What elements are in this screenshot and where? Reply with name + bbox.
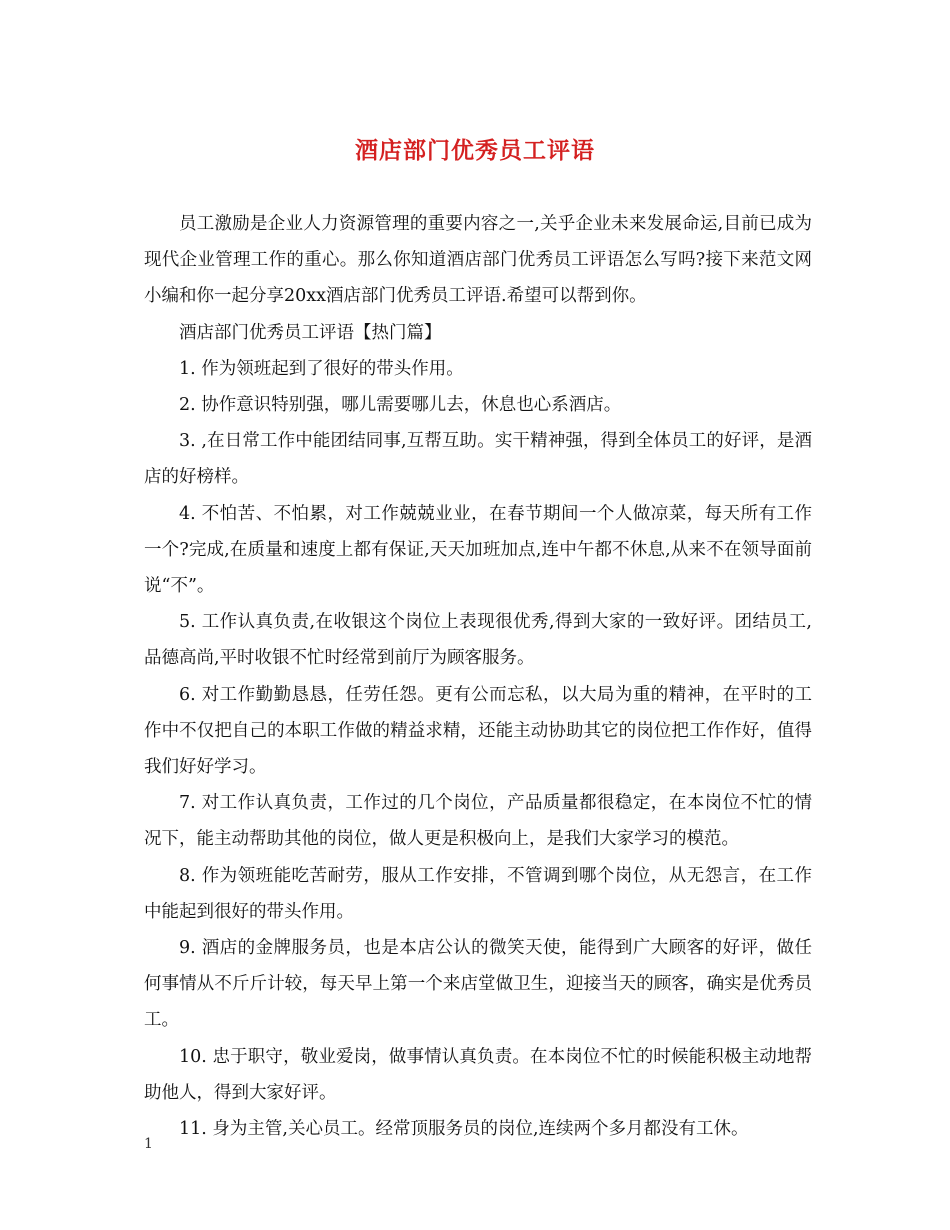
comment-item-9: 9. 酒店的金牌服务员，也是本店公认的微笑天使，能得到广大顾客的好评，做任何事情从不斤斤计较，每天早上第一个来店堂做卫生，迎接当天的顾客，确实是优秀员工。 [144,938,812,1031]
comment-item-4: 4. 不怕苦、不怕累，对工作兢兢业业，在春节期间一个人做凉菜，每天所有工作一个?完成,在质量和速度上都有保证,天天加班加点,连中午都不休息,从来不在领导面前说“不”。 [144,503,812,597]
comment-item-1: 1. 作为领班起到了很好的带头作用。 [179,358,464,379]
section-heading: 酒店部门优秀员工评语【热门篇】 [179,322,442,343]
comment-item-7: 7. 对工作认真负责，工作过的几个岗位，产品质量都很稳定，在本岗位不忙的情况下，能主动帮助其他的岗位，做人更是积极向上，是我们大家学习的模范。 [144,793,812,850]
comment-item-2: 2. 协作意识特别强，哪儿需要哪儿去，休息也心系酒店。 [179,395,622,416]
document-title: 酒店部门优秀员工评语 [355,137,595,164]
comment-item-5: 5. 工作认真负责,在收银这个岗位上表现很优秀,得到大家的一致好评。团结员工,品德高尚,平时收银不忙时经常到前厅为顾客服务。 [144,612,812,669]
comment-item-11: 11. 身为主管,关心员工。经常顶服务员的岗位,连续两个多月都没有工休。 [179,1119,749,1140]
comment-item-3: 3. ,在日常工作中能团结同事,互帮互助。实干精神强，得到全体员工的好评，是酒店的好榜样。 [144,431,812,488]
comment-item-10: 10. 忠于职守，敬业爱岗，做事情认真负责。在本岗位不忙的时候能积极主动地帮助他人，得到大家好评。 [144,1046,812,1103]
comment-item-6: 6. 对工作勤勤恳恳，任劳任怨。更有公而忘私，以大局为重的精神，在平时的工作中不仅把自己的本职工作做的精益求精，还能主动协助其它的岗位把工作作好，值得我们好好学习。 [144,684,812,778]
intro-paragraph: 员工激励是企业人力资源管理的重要内容之一,关乎企业未来发展命运,目前已成为现代企业管理工作的重心。那么你知道酒店部门优秀员工评语怎么写吗?接下来范文网小编和你一起分享20xx酒店部门优秀员工评语.希望可以帮到你。 [144,214,812,307]
page-number: 1 [144,1136,153,1152]
document-body [144,206,812,1147]
comment-item-8: 8. 作为领班能吃苦耐劳，服从工作安排，不管调到哪个岗位，从无怨言，在工作中能起到很好的带头作用。 [144,865,812,922]
